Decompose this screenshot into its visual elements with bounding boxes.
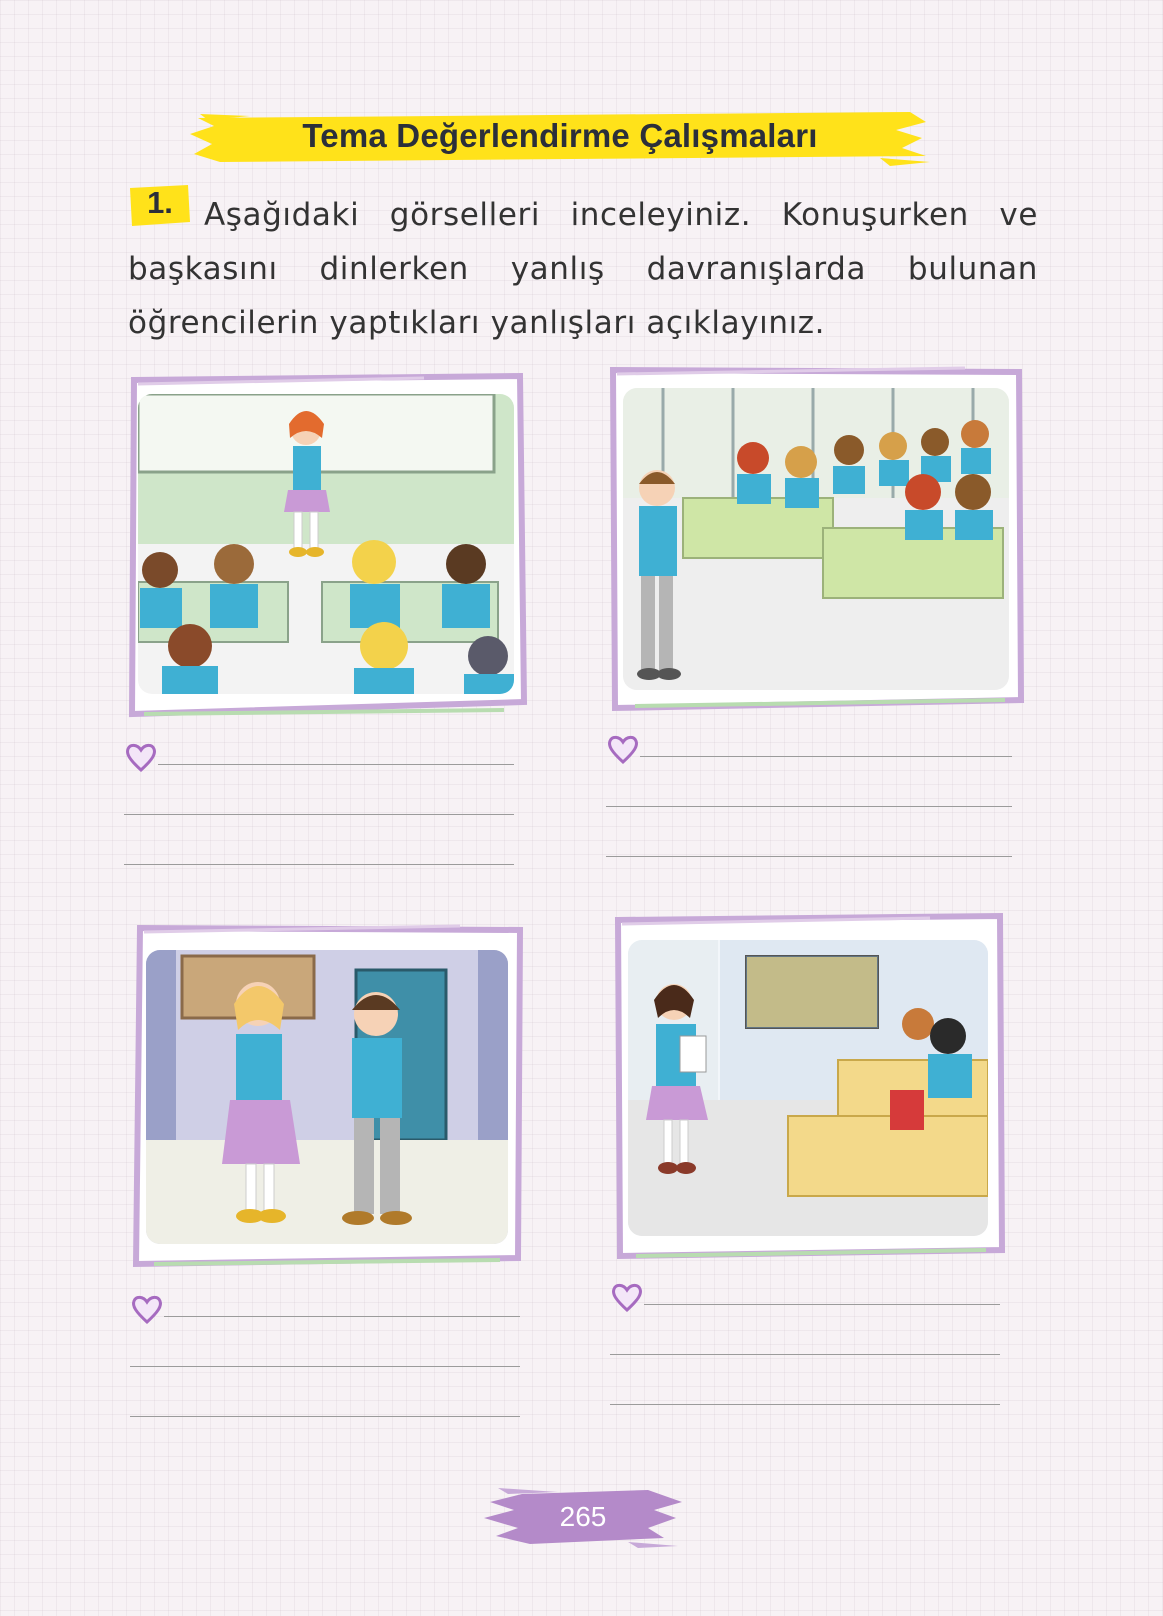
page-number-badge [478, 1484, 688, 1550]
answer-line[interactable] [644, 1304, 1000, 1305]
scene-2-image [623, 388, 1009, 690]
answer-line[interactable] [610, 1354, 1000, 1355]
answer-line[interactable] [606, 856, 1012, 857]
answer-area-4 [610, 1280, 1010, 1420]
answer-area-2 [606, 732, 1026, 872]
answer-line[interactable] [158, 764, 514, 765]
answer-line[interactable] [610, 1404, 1000, 1405]
page-number: 265 [559, 1501, 607, 1532]
answer-area-3 [130, 1292, 530, 1432]
picture-frame-3 [130, 922, 526, 1272]
answer-line[interactable] [164, 1316, 520, 1317]
heart-icon [130, 1292, 164, 1326]
question-text [128, 188, 1038, 350]
answer-line[interactable] [130, 1416, 520, 1417]
picture-frame-2 [605, 364, 1027, 716]
answer-line[interactable] [124, 864, 514, 865]
answer-line[interactable] [124, 814, 514, 815]
scene-4-image [628, 940, 988, 1236]
answer-area-1 [124, 740, 530, 880]
heart-icon [610, 1280, 644, 1314]
picture-frame-4 [610, 912, 1006, 1264]
answer-line[interactable] [130, 1366, 520, 1367]
question-number: 1. [147, 185, 173, 220]
scene-1-image [138, 394, 514, 694]
title-banner [190, 104, 930, 168]
answer-line[interactable] [640, 756, 1012, 757]
answer-line[interactable] [606, 806, 1012, 807]
picture-frame-1 [124, 372, 528, 720]
heart-icon [606, 732, 640, 766]
page-title: Tema Değerlendirme Çalışmaları [302, 117, 818, 154]
scene-3-image [146, 950, 508, 1244]
question-text-body: Aşağıdaki görselleri inceleyiniz. Konuşurken ve başkasını dinlerken yanlış davranışlarda bulunan öğrencilerin yaptıkları yanlışları açıklayınız. [128, 197, 1038, 341]
heart-icon [124, 740, 158, 774]
